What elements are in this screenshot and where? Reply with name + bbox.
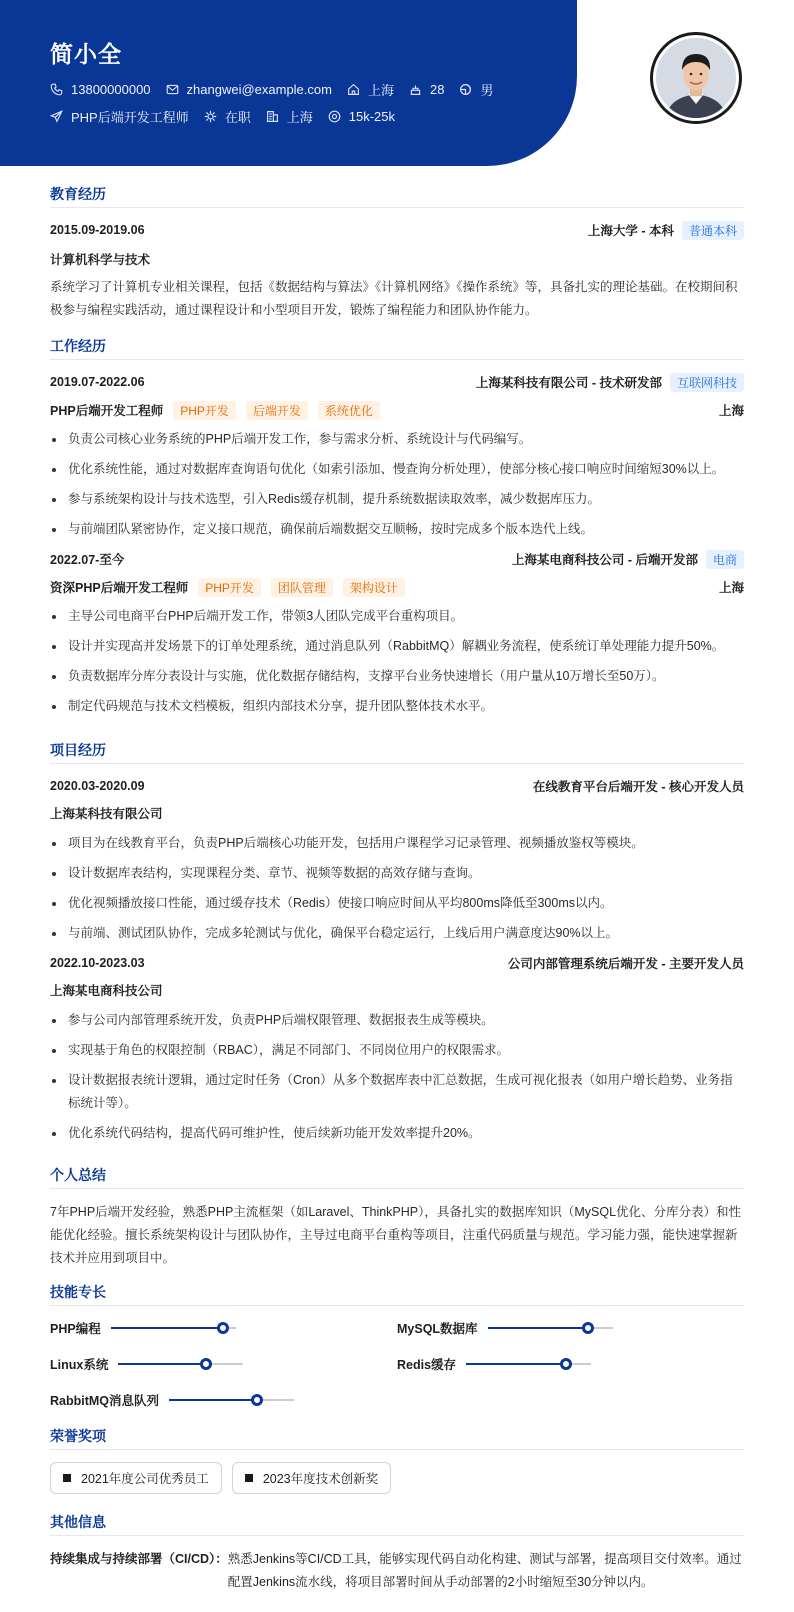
project-name: 在线教育平台后端开发 - 核心开发人员 xyxy=(532,780,744,794)
section-title-work: 工作经历 xyxy=(50,336,744,360)
work-skill-tag: PHP开发 xyxy=(198,578,261,597)
work-skill-tag: 架构设计 xyxy=(343,578,405,597)
gender-icon xyxy=(459,83,472,96)
work-date: 2022.07-至今 xyxy=(50,553,125,567)
position-item xyxy=(50,107,189,126)
work-city: 上海 xyxy=(718,581,744,595)
skill-bar-fill xyxy=(466,1363,566,1365)
header-banner xyxy=(0,0,577,166)
skill-item xyxy=(50,1318,397,1338)
location-item xyxy=(347,80,394,99)
avatar xyxy=(656,38,736,118)
skill-bar xyxy=(488,1327,613,1329)
email-item xyxy=(166,82,332,97)
award-text: 2021年度公司优秀员工 xyxy=(81,1472,209,1486)
section-title-skills: 技能专长 xyxy=(50,1282,744,1306)
work-entry xyxy=(50,372,744,541)
salary-text: 15k-25k xyxy=(348,109,396,124)
status-text: 在职 xyxy=(224,110,251,125)
contact-row xyxy=(50,80,508,99)
skill-bar xyxy=(169,1399,294,1401)
work-date: 2019.07-2022.06 xyxy=(50,375,145,389)
award-badge xyxy=(50,1462,222,1494)
salary-icon xyxy=(328,110,341,123)
building-icon xyxy=(266,110,279,123)
age-text: 28 xyxy=(429,82,445,97)
skill-bar xyxy=(111,1327,236,1329)
phone-item xyxy=(50,82,151,97)
skill-bar-fill xyxy=(111,1327,224,1329)
section-title-awards: 荣誉奖项 xyxy=(50,1426,744,1450)
work-entry xyxy=(50,549,744,718)
work-company: 上海某科技有限公司 - 技术研发部 xyxy=(475,375,662,390)
education-major: 计算机科学与技术 xyxy=(50,253,151,267)
work-industry-tag: 电商 xyxy=(706,550,744,569)
skills-grid xyxy=(50,1318,744,1410)
skill-name: Redis缓存 xyxy=(397,1358,457,1372)
skill-item xyxy=(50,1354,397,1374)
skill-bar-fill xyxy=(169,1399,257,1401)
list-item: 参与系统架构设计与技术选型，引入Redis缓存机制，提升系统数据读取效率，减少数据库压力。 xyxy=(50,488,744,511)
work-company-wrap xyxy=(512,550,744,569)
square-bullet-icon xyxy=(63,1474,71,1482)
project-entry xyxy=(50,953,744,1145)
list-item: 项目为在线教育平台，负责PHP后端核心功能开发，包括用户课程学习记录管理、视频播放鉴权等模块。 xyxy=(50,832,744,855)
project-bullets xyxy=(50,1009,744,1145)
work-header xyxy=(50,372,744,392)
education-school-wrap xyxy=(588,221,744,240)
education-tag: 普通本科 xyxy=(682,221,744,240)
project-header xyxy=(50,953,744,973)
award-text: 2023年度技术创新奖 xyxy=(262,1472,379,1486)
location-text: 上海 xyxy=(367,83,394,98)
skill-name: MySQL数据库 xyxy=(397,1322,478,1336)
section-title-summary: 个人总结 xyxy=(50,1165,744,1189)
salary-item xyxy=(328,109,395,124)
send-icon xyxy=(50,110,63,123)
skill-level-knob xyxy=(560,1358,572,1370)
work-industry-tag: 互联网科技 xyxy=(670,373,744,392)
summary-text: 7年PHP后端开发经验，熟悉PHP主流框架（如Laravel、ThinkPHP），具备扎实的数据库知识（MySQL优化、分库分表）和性能优化经验。擅长系统架构设计与团队协作，主导过电商平台重构等项目，注重代码质量与规范。学习能力强，能快速掌握新技术并应用到项目中。 xyxy=(50,1205,742,1265)
skill-name: Linux系统 xyxy=(50,1358,109,1372)
work-bullets xyxy=(50,428,744,541)
skill-level-knob xyxy=(582,1322,594,1334)
work-title-wrap xyxy=(50,578,405,597)
project-entry xyxy=(50,776,744,945)
age-icon xyxy=(409,83,422,96)
mail-icon xyxy=(166,83,179,96)
project-header xyxy=(50,776,744,796)
list-item: 优化视频播放接口性能，通过缓存技术（Redis）使接口响应时间从平均800ms降低至300ms以内。 xyxy=(50,892,744,915)
project-name: 公司内部管理系统后端开发 - 主要开发人员 xyxy=(507,957,744,971)
work-title-row xyxy=(50,400,744,420)
email-text: zhangwei@example.com xyxy=(186,82,332,97)
skill-item xyxy=(397,1354,744,1374)
education-description: 系统学习了计算机专业相关课程，包括《数据结构与算法》《计算机网络》《操作系统》等，具备扎实的理论基础。在校期间积极参与编程实践活动，通过课程设计和小型项目开发，锻炼了编程能力和团队协作能力。 xyxy=(50,280,738,317)
list-item: 主导公司电商平台PHP后端开发工作，带领3人团队完成平台重构项目。 xyxy=(50,605,744,628)
work-title-wrap xyxy=(50,401,380,420)
project-bullets xyxy=(50,832,744,945)
other-info-label: 持续集成与持续部署（CI/CD）： xyxy=(50,1552,228,1566)
target-city-item xyxy=(266,107,313,126)
education-school: 上海大学 - 本科 xyxy=(587,223,674,238)
work-title: 资深PHP后端开发工程师 xyxy=(50,580,189,595)
list-item: 负责数据库分库分表设计与实施，优化数据存储结构，支撑平台业务快速增长（用户量从10万增长至50万）。 xyxy=(50,665,744,688)
phone-text: 13800000000 xyxy=(71,82,151,97)
work-skill-tag: PHP开发 xyxy=(173,401,236,420)
list-item: 设计数据报表统计逻辑，通过定时任务（Cron）从多个数据库表中汇总数据，生成可视化报表（如用户增长趋势、业务指标统计等）。 xyxy=(50,1069,744,1115)
skill-name: PHP编程 xyxy=(50,1322,101,1336)
gender-text: 男 xyxy=(480,83,494,98)
list-item: 制定代码规范与技术文档模板，组织内部技术分享，提升团队整体技术水平。 xyxy=(50,695,744,718)
awards-list xyxy=(50,1462,744,1494)
other-info-item xyxy=(50,1548,744,1594)
work-city: 上海 xyxy=(718,404,744,418)
list-item: 负责公司核心业务系统的PHP后端开发工作，参与需求分析、系统设计与代码编写。 xyxy=(50,428,744,451)
list-item: 设计并实现高并发场景下的订单处理系统，通过消息队列（RabbitMQ）解耦业务流程，使系统订单处理能力提升50%。 xyxy=(50,635,744,658)
list-item: 设计数据库表结构，实现课程分类、章节、视频等数据的高效存储与查询。 xyxy=(50,862,744,885)
list-item: 参与公司内部管理系统开发，负责PHP后端权限管理、数据报表生成等模块。 xyxy=(50,1009,744,1032)
target-city-text: 上海 xyxy=(286,110,313,125)
skill-bar-fill xyxy=(118,1363,206,1365)
section-title-education: 教育经历 xyxy=(50,184,744,208)
job-intent-row xyxy=(50,107,410,126)
resume-content xyxy=(50,184,744,1594)
other-info-text: 熟悉Jenkins等CI/CD工具，能够实现代码自动化构建、测试与部署，提高项目交付效率。通过配置Jenkins流水线，将项目部署时间从手动部署的2小时缩短至30分钟以内。 xyxy=(227,1552,742,1589)
skill-item xyxy=(397,1318,744,1338)
skill-bar-fill xyxy=(488,1327,588,1329)
work-skill-tag: 后端开发 xyxy=(246,401,308,420)
skill-level-knob xyxy=(217,1322,229,1334)
position-text: PHP后端开发工程师 xyxy=(71,110,189,125)
project-company: 上海某科技有限公司 xyxy=(50,807,163,821)
status-item xyxy=(204,107,251,126)
work-header xyxy=(50,549,744,569)
education-header xyxy=(50,220,744,240)
education-date: 2015.09-2019.06 xyxy=(50,223,145,237)
skill-bar xyxy=(466,1363,591,1365)
work-bullets xyxy=(50,605,744,718)
work-title: PHP后端开发工程师 xyxy=(50,403,164,418)
gender-item xyxy=(459,80,493,99)
award-badge xyxy=(232,1462,391,1494)
work-skill-tag: 团队管理 xyxy=(271,578,333,597)
skill-name: RabbitMQ消息队列 xyxy=(50,1394,160,1408)
project-date: 2022.10-2023.03 xyxy=(50,956,145,970)
home-icon xyxy=(347,83,360,96)
age-item xyxy=(409,82,444,97)
list-item: 实现基于角色的权限控制（RBAC），满足不同部门、不同岗位用户的权限需求。 xyxy=(50,1039,744,1062)
work-company-wrap xyxy=(476,373,744,392)
square-bullet-icon xyxy=(245,1474,253,1482)
status-icon xyxy=(204,110,217,123)
list-item: 优化系统代码结构，提高代码可维护性，使后续新功能开发效率提升20%。 xyxy=(50,1122,744,1145)
avatar-frame xyxy=(650,32,742,124)
phone-icon xyxy=(50,83,63,96)
section-title-other: 其他信息 xyxy=(50,1512,744,1536)
work-title-row xyxy=(50,577,744,597)
project-company: 上海某电商科技公司 xyxy=(50,984,163,998)
work-skill-tag: 系统优化 xyxy=(318,401,380,420)
candidate-name: 简小全 xyxy=(50,41,122,67)
list-item: 优化系统性能，通过对数据库查询语句优化（如索引添加、慢查询分析处理），使部分核心接口响应时间缩短30%以上。 xyxy=(50,458,744,481)
work-company: 上海某电商科技公司 - 后端开发部 xyxy=(511,552,698,567)
skill-level-knob xyxy=(251,1394,263,1406)
list-item: 与前端团队紧密协作，定义接口规范，确保前后端数据交互顺畅，按时完成多个版本迭代上线。 xyxy=(50,518,744,541)
skill-item xyxy=(50,1390,397,1410)
section-title-project: 项目经历 xyxy=(50,740,744,764)
list-item: 与前端、测试团队协作，完成多轮测试与优化，确保平台稳定运行，上线后用户满意度达90%以上。 xyxy=(50,922,744,945)
skill-level-knob xyxy=(200,1358,212,1370)
skill-bar xyxy=(118,1363,243,1365)
project-date: 2020.03-2020.09 xyxy=(50,779,145,793)
